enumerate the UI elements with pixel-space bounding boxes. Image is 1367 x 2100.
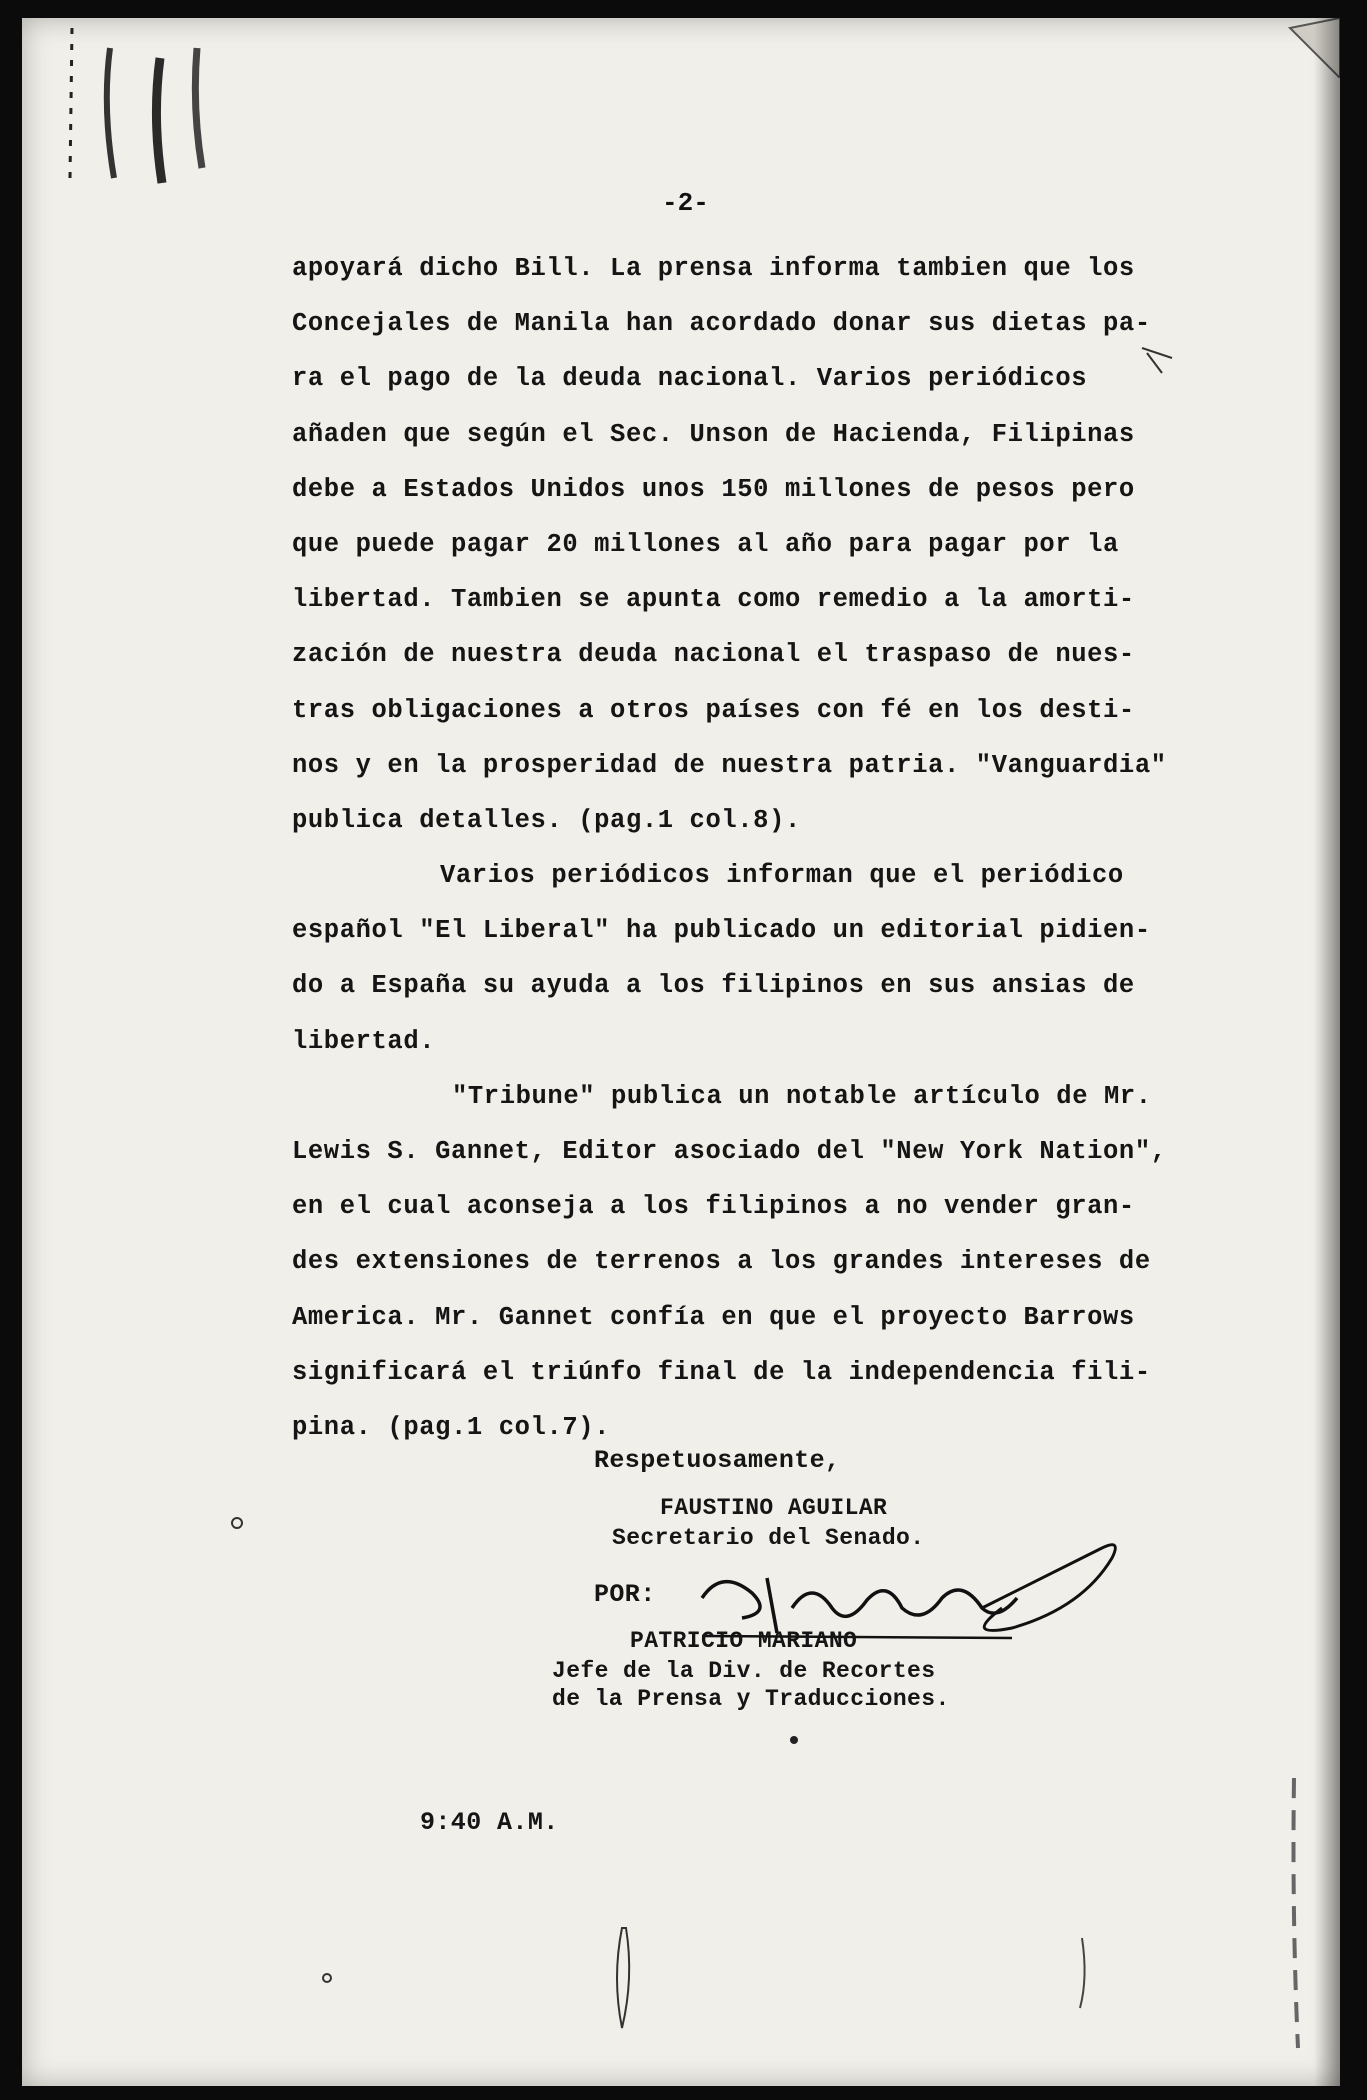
text-line: libertad. Tambien se apunta como remedio a la amorti- (292, 585, 1135, 615)
text-line: apoyará dicho Bill. La prensa informa tambien que los (292, 254, 1135, 283)
text-line: añaden que según el Sec. Unson de Hacienda, Filipinas (292, 419, 1135, 449)
text-line: America. Mr. Gannet confía en que el proyecto Barrows (292, 1302, 1135, 1332)
timestamp: 9:40 A.M. (420, 1808, 559, 1837)
paper-marks (22, 18, 1340, 2086)
signatory-title: Secretario del Senado. (612, 1525, 925, 1551)
signatory-name: FAUSTINO AGUILAR (660, 1495, 888, 1521)
signer-title-line-2: de la Prensa y Traducciones. (552, 1686, 950, 1712)
text-line: zación de nuestra deuda nacional el traspaso de nues- (292, 640, 1135, 670)
document-page (22, 18, 1340, 2086)
text-line: que puede pagar 20 millones al año para pagar por la (292, 529, 1119, 559)
text-line: Varios periódicos informan que el periódico (440, 861, 1124, 891)
text-line: en el cual aconseja a los filipinos a no vender gran- (292, 1192, 1135, 1222)
text-line: do a España su ayuda a los filipinos en sus ansias de (292, 971, 1135, 1001)
text-line: "Tribune" publica un notable artículo de Mr. (452, 1081, 1152, 1111)
text-line: publica detalles. (pag.1 col.8). (292, 805, 801, 835)
text-line: tras obligaciones a otros países con fé en los desti- (292, 695, 1135, 725)
text-line: Concejales de Manila han acordado donar sus dietas pa- (292, 309, 1151, 339)
signer-title-line-1: Jefe de la Div. de Recortes (552, 1658, 936, 1684)
text-line: pina. (pag.1 col.7). (292, 1412, 611, 1442)
text-line: Lewis S. Gannet, Editor asociado del "New York Nation", (292, 1137, 1167, 1166)
text-line: significará el triúnfo final de la independencia fili- (292, 1357, 1151, 1387)
page-number: -2- (662, 188, 709, 218)
closing: Respetuosamente, (594, 1446, 841, 1475)
por-label: POR: (594, 1580, 656, 1609)
text-line: nos y en la prosperidad de nuestra patria. "Vanguardia" (292, 750, 1167, 780)
text-line: libertad. (292, 1026, 436, 1056)
text-line: des extensiones de terrenos a los grandes intereses de (292, 1247, 1151, 1277)
text-line: ra el pago de la deuda nacional. Varios periódicos (292, 364, 1088, 394)
text-line: español "El Liberal" ha publicado un editorial pidien- (292, 916, 1151, 946)
text-line: debe a Estados Unidos unos 150 millones de pesos pero (292, 474, 1135, 504)
signer-name: PATRICIO MARIANO (630, 1628, 858, 1654)
